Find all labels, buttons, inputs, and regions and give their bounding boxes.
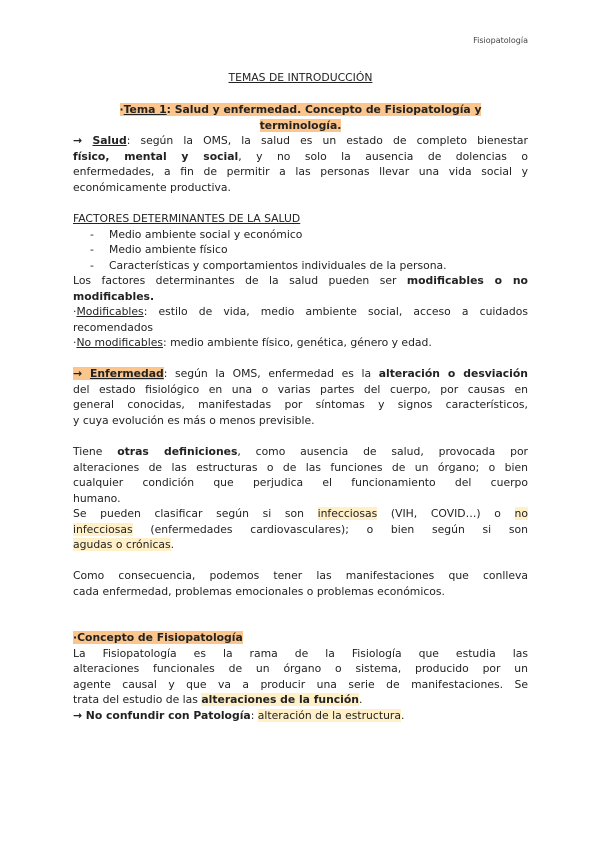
salud-term: Salud bbox=[92, 134, 127, 147]
tema-heading-line1 bbox=[73, 102, 528, 118]
bullet-dash: - bbox=[90, 258, 94, 272]
otras-text: Tiene bbox=[73, 445, 118, 458]
otras-text: . bbox=[170, 538, 175, 551]
factores-heading bbox=[73, 211, 528, 227]
factores-bold: modificables o no bbox=[406, 274, 528, 287]
list-item: Medio ambiente físico bbox=[109, 243, 228, 256]
concepto-heading-text: ·Concepto de Fisiopatología bbox=[73, 631, 243, 644]
salud-line2 bbox=[73, 149, 528, 165]
enfermedad-bold: alteración o desviación bbox=[378, 367, 528, 380]
arrow-icon: → bbox=[73, 134, 93, 147]
concepto-line3: agente causal y que va a producir una serie de manifestaciones. Se bbox=[73, 677, 528, 691]
factores-para-line1 bbox=[73, 273, 528, 289]
list-item: Medio ambiente social y económico bbox=[109, 227, 303, 241]
factores-para-line2 bbox=[73, 289, 528, 305]
otras-line6 bbox=[73, 522, 528, 538]
enfermedad-text: : según la OMS, enfermedad es la bbox=[163, 367, 379, 380]
list-item: Características y comportamientos individuales de la persona. bbox=[109, 258, 447, 272]
consecuencia-line1: Como consecuencia, podemos tener las manifestaciones que conlleva bbox=[73, 569, 528, 582]
nomod-prefix: · bbox=[73, 336, 77, 349]
mod-term: Modificables bbox=[76, 305, 144, 318]
arrow-icon: → bbox=[73, 367, 90, 380]
highlight-funcion: alteraciones de la función bbox=[201, 693, 359, 706]
otras-line2: alteraciones de las estructuras o de las funciones de un órgano; o bien bbox=[73, 460, 528, 474]
concepto-text: . bbox=[358, 693, 363, 706]
highlight-estructura: alteración de la estructura bbox=[257, 708, 401, 722]
concepto-text: trata del estudio de las bbox=[73, 693, 202, 706]
mod-prefix: · bbox=[73, 305, 77, 318]
factores-heading-text: FACTORES DETERMINANTES DE LA SALUD bbox=[73, 212, 301, 225]
salud-bold: físico, mental y social bbox=[73, 149, 239, 163]
salud-line4: económicamente productiva. bbox=[73, 180, 231, 194]
factores-bold: modificables. bbox=[73, 289, 155, 303]
nomod-term: No modificables bbox=[76, 336, 164, 349]
bullet-dash: - bbox=[90, 227, 94, 241]
concepto-line1: La Fisiopatología es la rama de la Fisiología que estudia las bbox=[73, 646, 528, 660]
highlight-no-infecciosas: infecciosas bbox=[73, 522, 133, 536]
otras-line1 bbox=[73, 444, 528, 460]
concepto-bold: → No confundir con Patología bbox=[73, 708, 251, 722]
modificables-line2: recomendados bbox=[73, 320, 153, 334]
otras-text: (VIH, COVID…) o bbox=[377, 507, 515, 520]
otras-line5 bbox=[73, 506, 528, 522]
salud-line3: enfermedades, a fin de permitir a las personas llevar una vida social y bbox=[73, 165, 528, 178]
concepto-line5 bbox=[73, 708, 528, 724]
no-modificables-line bbox=[73, 335, 528, 351]
tema-title-cont: terminología. bbox=[259, 118, 342, 132]
otras-bold: otras definiciones bbox=[117, 445, 238, 458]
tema-title: : Salud y enfermedad. Concepto de Fisiopatología y bbox=[166, 103, 482, 116]
enfermedad-line1 bbox=[73, 366, 528, 382]
highlight-no: no bbox=[514, 507, 528, 520]
enfermedad-line4: y cuya evolución es más o menos previsible. bbox=[73, 413, 315, 427]
enfermedad-term: Enfermedad bbox=[89, 367, 164, 380]
otras-text: Se pueden clasificar según si son bbox=[73, 507, 318, 520]
highlight-agudas: agudas o crónicas bbox=[73, 538, 171, 551]
enfermedad-line2: del estado fisiológico en una o varias partes del cuerpo, por causas en bbox=[73, 382, 528, 396]
otras-line7 bbox=[73, 537, 528, 553]
factores-text: Los factores determinantes de la salud pueden ser bbox=[73, 274, 407, 287]
modificables-line1 bbox=[73, 304, 528, 320]
concepto-line4 bbox=[73, 692, 528, 708]
title-text: TEMAS DE INTRODUCCIÓN bbox=[228, 71, 373, 84]
mod-text: : estilo de vida, medio ambiente social, acceso a cuidados bbox=[143, 305, 528, 318]
tema-number: Tema 1 bbox=[123, 103, 167, 116]
otras-line4: humano. bbox=[73, 491, 121, 505]
concepto-text: . bbox=[400, 708, 405, 722]
salud-line1 bbox=[73, 133, 528, 149]
concepto-text: : bbox=[250, 708, 258, 722]
salud-text: : según la OMS, la salud es un estado de completo bienestar bbox=[126, 134, 528, 147]
otras-line3: cualquier condición que perjudica el funcionamiento del cuerpo bbox=[73, 476, 528, 489]
enfermedad-line3: general conocidas, manifestadas por síntomas y signos característicos, bbox=[73, 398, 528, 411]
otras-text: , como ausencia de salud, provocada por bbox=[237, 445, 528, 458]
salud-text: , y no solo la ausencia de dolencias o bbox=[238, 149, 528, 163]
running-header: Fisiopatología bbox=[473, 36, 528, 45]
nomod-text: : medio ambiente físico, genética, género y edad. bbox=[163, 336, 432, 349]
tema-heading-line2 bbox=[73, 118, 528, 134]
otras-text: (enfermedades cardiovasculares); o bien según si son bbox=[132, 522, 528, 536]
page-title bbox=[73, 70, 528, 86]
highlight-infecciosas: infecciosas bbox=[317, 507, 378, 520]
tema-prefix: · bbox=[119, 103, 124, 116]
concepto-line2: alteraciones funcionales de un órgano o sistema, producido por un bbox=[73, 662, 528, 675]
consecuencia-line2: cada enfermedad, problemas emocionales o problemas económicos. bbox=[73, 584, 445, 598]
concepto-heading bbox=[73, 630, 528, 646]
bullet-dash: - bbox=[90, 243, 94, 256]
